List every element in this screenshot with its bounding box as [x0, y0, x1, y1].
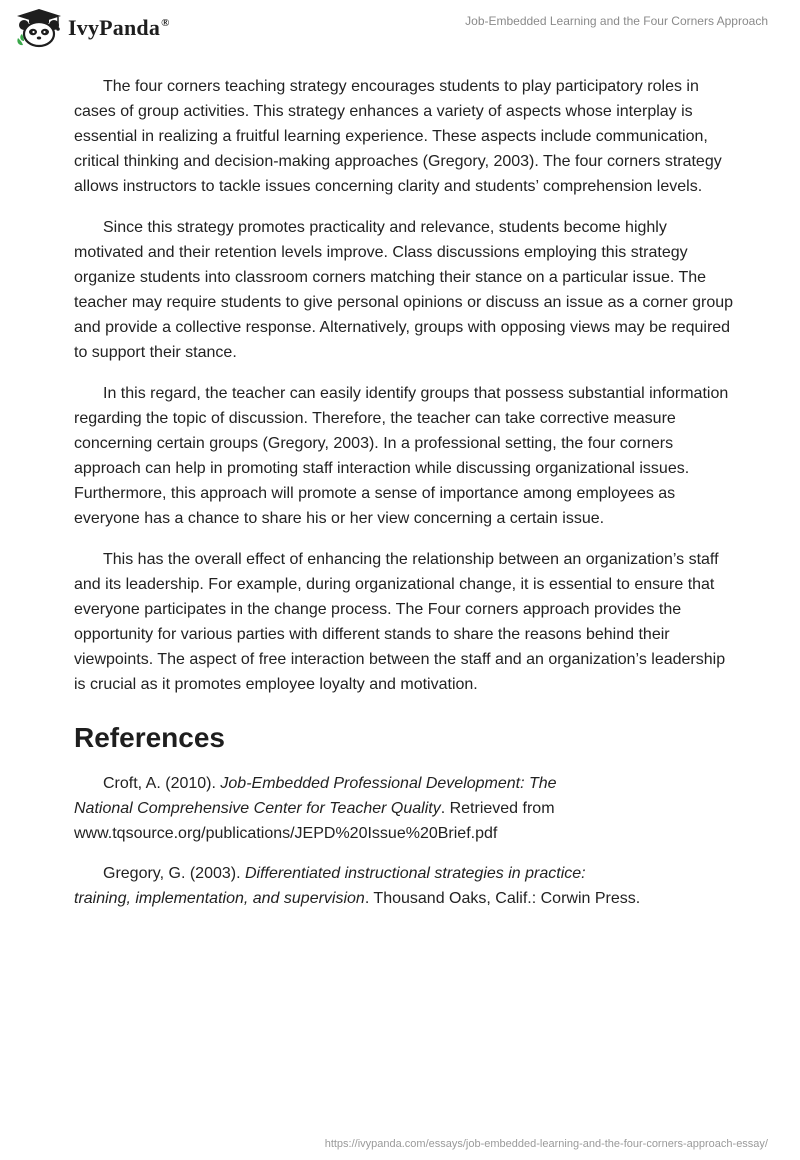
ref-author: Gregory, G. (2003).	[103, 865, 245, 882]
panda-graduate-icon	[14, 8, 64, 48]
source-url-link[interactable]: https://ivypanda.com/essays/job-embedded-learning-and-the-four-corners-approach-essay/	[324, 1138, 768, 1150]
ref-source: . Retrieved from	[440, 800, 555, 817]
ref-title: Differentiated instructional strategies in practice:	[244, 865, 586, 882]
logo-wordmark: IvyPanda®	[68, 15, 170, 40]
ref-author: Croft, A. (2010).	[103, 775, 221, 792]
essay-content	[74, 74, 734, 926]
ref-title-cont: National Comprehensive Center for Teacher Quality	[74, 800, 441, 817]
ref-title: Job-Embedded Professional Development: The	[220, 775, 557, 792]
ref-title-cont: training, implementation, and supervision	[74, 890, 365, 907]
reference-item-croft	[74, 771, 734, 846]
body-paragraph-1: The four corners teaching strategy encourages students to play participatory roles in cases of group activities. This strategy enhances a variety of aspects whose interplay is essential in realizing a fruitful learning experience. These aspects include communication, critical thinking and decision-making approaches (Gregory, 2003). The four corners strategy allows instructors to tackle issues concerning clarity and students’ comprehension levels.	[74, 78, 722, 195]
ivypanda-logo[interactable]	[14, 8, 170, 48]
references-heading: References	[74, 722, 225, 753]
reference-item-gregory	[74, 861, 734, 911]
running-title: Job-Embedded Learning and the Four Corners Approach	[465, 14, 768, 28]
ref-source: . Thousand Oaks, Calif.: Corwin Press.	[364, 890, 641, 907]
body-paragraph-4: This has the overall effect of enhancing the relationship between an organization’s staff and its leadership. For example, during organizational change, it is essential to ensure that everyone participates in the change process. The Four corners approach provides the opportunity for various parties with different stands to share the reasons behind their viewpoints. The aspect of free interaction between the staff and an organization’s leadership is crucial as it promotes employee loyalty and motivation.	[74, 551, 726, 693]
ref-url: www.tqsource.org/publications/JEPD%20Issue%20Brief.pdf	[74, 825, 498, 842]
body-paragraph-3: In this regard, the teacher can easily identify groups that possess substantial information regarding the topic of discussion. Therefore, the teacher can take corrective measure concerning certain groups (Gregory, 2003). In a professional setting, the four corners approach can help in promoting staff interaction while discussing organizational issues. Furthermore, this approach will promote a sense of importance among employees as everyone has a chance to share his or her view concerning a certain issue.	[74, 385, 729, 527]
body-paragraph-2: Since this strategy promotes practicality and relevance, students become highly motivated and their retention levels improve. Class discussions employing this strategy organize students into classroom corners matching their stance on a particular issue. The teacher may require students to give personal opinions or discuss an issue as a corner group and provide a collective response. Alternatively, groups with opposing views may be required to support their stance.	[74, 219, 734, 361]
registered-mark: ®	[161, 17, 170, 29]
